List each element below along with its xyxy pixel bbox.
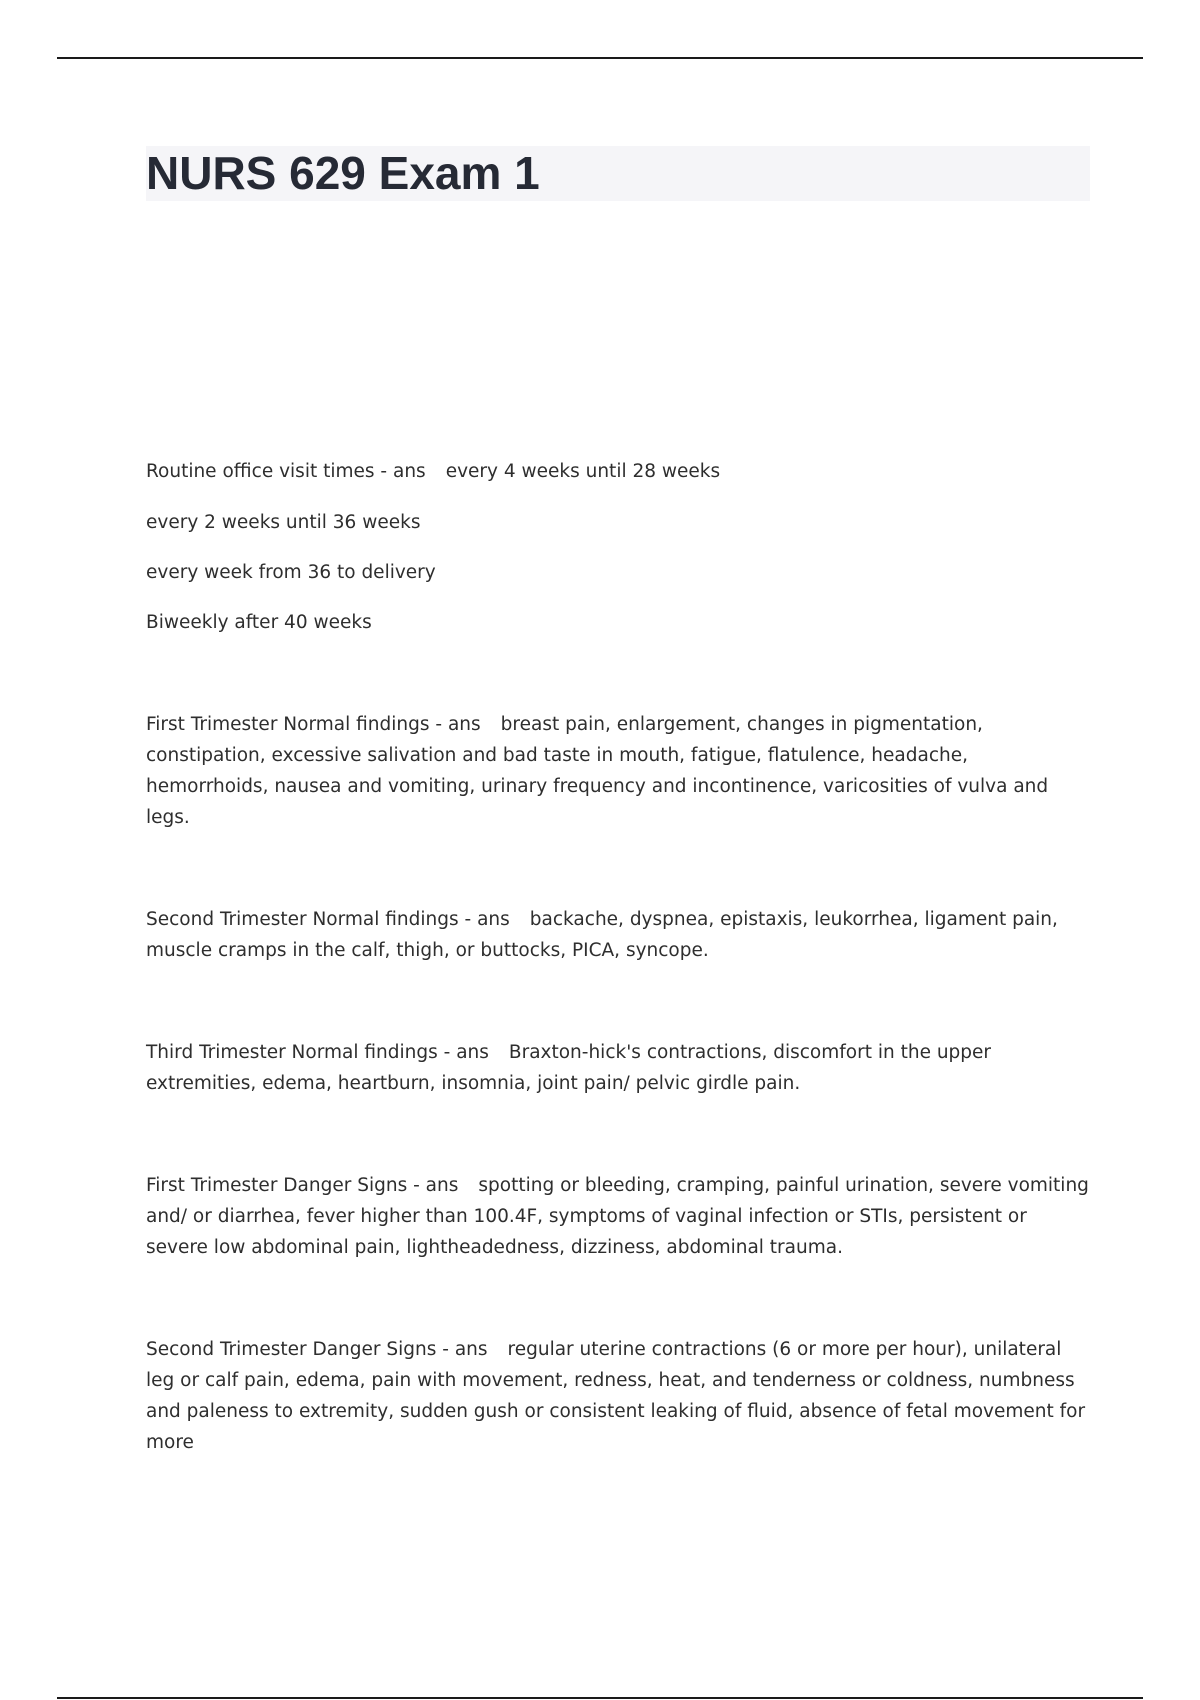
card-definition: breast pain, enlargement, changes in pigmentation, constipation, excessive salivation and bad taste in mouth, fatigue, flatulence, headache, hemorrhoids, nausea and vomiting, urinary frequency and incontinence, varicosities of vulva and legs. <box>146 714 1049 828</box>
card-third-trimester-normal <box>146 1037 1090 1099</box>
document-title: NURS 629 Exam 1 <box>146 147 540 199</box>
card-separator: - ans <box>464 909 510 930</box>
card-extra-line: Biweekly after 40 weeks <box>146 612 372 633</box>
card-separator: - ans <box>435 714 481 735</box>
card-term: Second Trimester Normal findings <box>146 909 459 930</box>
card-first-trimester-normal <box>146 709 1090 833</box>
card-term: First Trimester Normal findings <box>146 714 430 735</box>
card-definition: every 4 weeks until 28 weeks <box>445 461 721 482</box>
card-first-trimester-danger <box>146 1170 1090 1263</box>
card-separator: - ans <box>380 461 426 482</box>
card-definition: regular uterine contractions (6 or more per hour), unilateral leg or calf pain, edema, pain with movement, redness, heat, and tenderness or coldness, numbness and paleness to extremity, sudden gush or consistent leaking of fluid, absence of fetal movement for more <box>146 1339 1086 1453</box>
card-second-trimester-normal <box>146 904 1090 966</box>
card-definition: Braxton-hick's contractions, discomfort in the upper extremities, edema, heartburn, insomnia, joint pain/ pelvic girdle pain. <box>146 1042 992 1094</box>
card-second-trimester-danger <box>146 1334 1090 1458</box>
card-extra-line: every 2 weeks until 36 weeks <box>146 512 421 533</box>
flashcard-list <box>146 456 1090 1458</box>
card-definition: backache, dyspnea, epistaxis, leukorrhea, ligament pain, muscle cramps in the calf, thigh, or buttocks, PICA, syncope. <box>146 909 1058 961</box>
card-separator: - ans <box>413 1175 459 1196</box>
card-term: Routine office visit times <box>146 461 375 482</box>
card-definition: spotting or bleeding, cramping, painful urination, severe vomiting and/ or diarrhea, fever higher than 100.4F, symptoms of vaginal infection or STIs, persistent or severe low abdominal pain, lightheadedness, dizziness, abdominal trauma. <box>146 1175 1089 1258</box>
card-term: First Trimester Danger Signs <box>146 1175 408 1196</box>
top-rule <box>57 57 1143 59</box>
card-term: Third Trimester Normal findings <box>146 1042 438 1063</box>
card-separator: - ans <box>443 1042 489 1063</box>
card-routine-visit-times <box>146 456 1090 487</box>
card-term: Second Trimester Danger Signs <box>146 1339 437 1360</box>
bottom-rule <box>57 1697 1143 1699</box>
card-extra-line: every week from 36 to delivery <box>146 562 436 583</box>
card-separator: - ans <box>442 1339 488 1360</box>
